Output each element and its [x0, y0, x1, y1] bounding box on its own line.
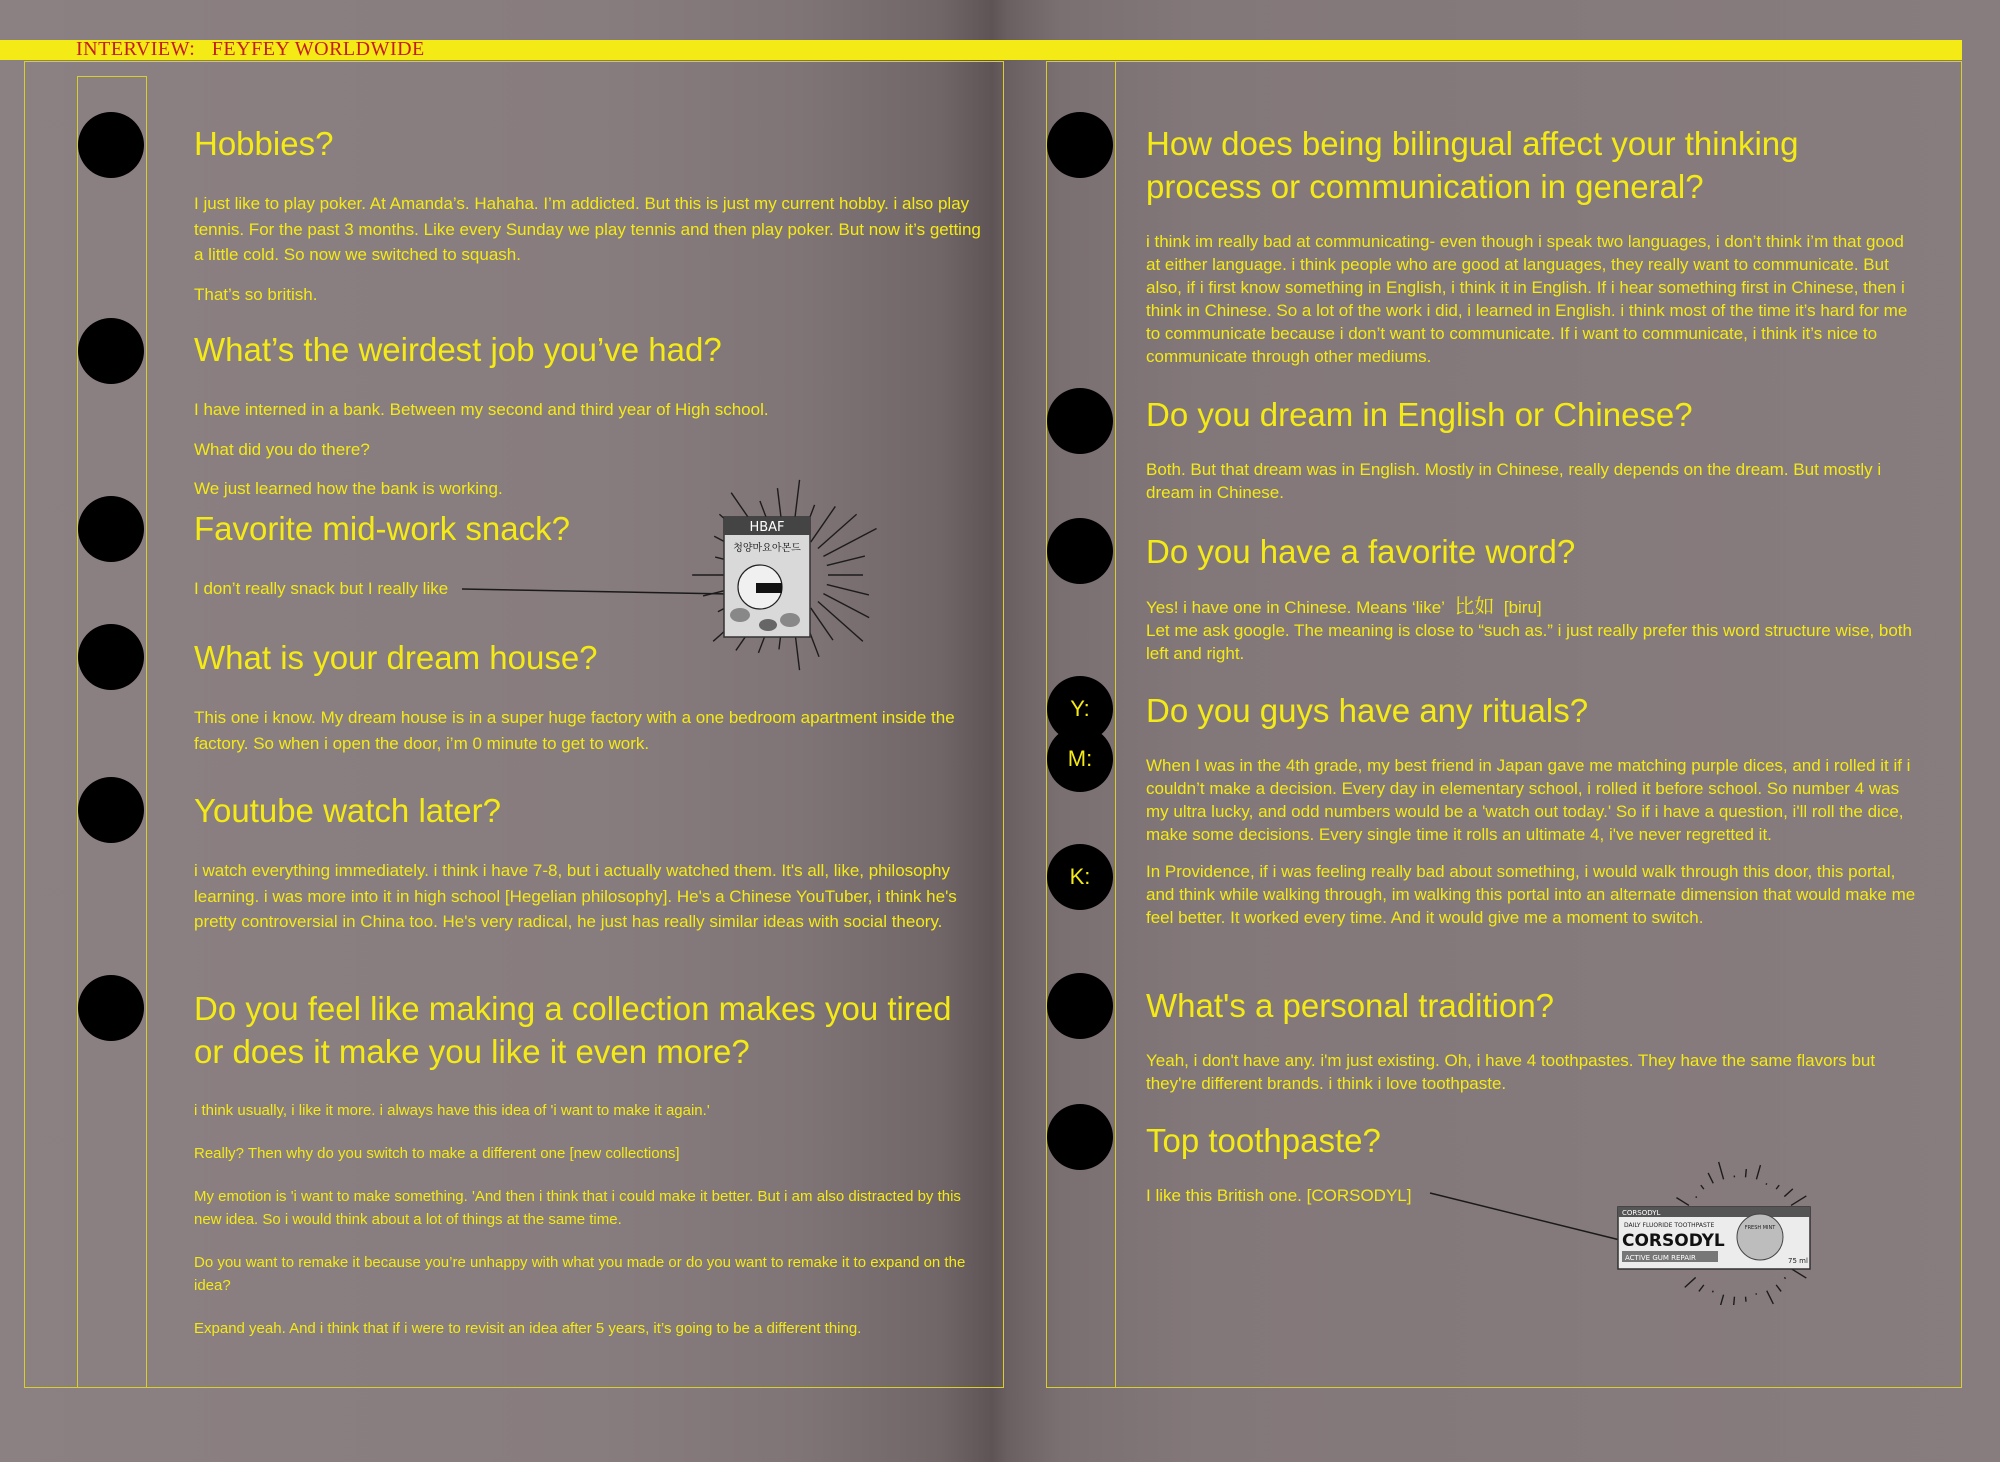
qa-youtube [194, 789, 984, 935]
answer: i think im really bad at communicating- even though i speak two languages, i don’t think i’m that good at either language. i think people who are good at languages, they really want to communicate. But also, if i first know something in English, i think it in English. If i hear something first in Chinese, then i think in Chinese. So a lot of the work i did, i learned in English. i think most of the time it’s hard for me to communicate because i don’t want to communicate. If i want to communicate, i think it’s nice to communicate through other mediums. [1146, 232, 1908, 366]
answer: Both. But that dream was in English. Mostly in Chinese, really depends on the dream. But mostly i dream in Chinese. [1146, 460, 1882, 502]
starburst-ray [1685, 1277, 1696, 1287]
starburst-ray [1696, 1197, 1697, 1198]
toothpaste-illustration [1420, 1145, 1900, 1305]
qa-favorite-word [1146, 530, 1921, 665]
starburst-ray [818, 514, 857, 548]
question: Top toothpaste? [1146, 1122, 1381, 1159]
toothpaste-brand: CORSODYL [1622, 1231, 1725, 1251]
answer: In Providence, if i was feeling really bad about something, i would walk through this door, this portal, and think while walking through, im walking this portal into an alternate dimension that would make me feel better. It worked every time. And it would give me a moment to switch. [1146, 862, 1916, 927]
speaker-label-k: K: [1047, 844, 1113, 910]
answer: Do you want to remake it because you’re unhappy with what you made or do you want to remake it to expand on the idea? [194, 1254, 966, 1294]
question: Hobbies? [194, 125, 334, 162]
answer: What did you do there? [194, 439, 370, 459]
starburst-ray [1699, 1285, 1704, 1292]
bullet-dot [1047, 973, 1113, 1039]
bullet-dot [78, 318, 144, 384]
qa-rituals [1146, 689, 1921, 929]
starburst-ray [1712, 1291, 1713, 1293]
starburst-ray [818, 602, 863, 642]
question: Favorite mid-work snack? [194, 510, 570, 547]
starburst-ray [1719, 1295, 1724, 1305]
starburst-ray [1791, 1269, 1806, 1278]
toothpaste-brand-top: CORSODYL [1622, 1209, 1661, 1217]
answer: My emotion is 'i want to make something. 'And then i think that i could make it better. But i am also distracted by this new idea. So i would think about a lot of things at the same time. [194, 1188, 961, 1228]
bullet-dot [1047, 1104, 1113, 1170]
bullet-dot [78, 777, 144, 843]
answer: When I was in the 4th grade, my best friend in Japan gave me matching purple dices, and i rolled it if i couldn’t make a decision. Every day in elementary school, i rolled it before school. So number 4 was my ultra lucky, and odd numbers would be a 'watch out today.' So if i have a question, i'll roll the dice, make some decisions. Every single time it rolls an ultimate 4, i've never regretted it. [1146, 756, 1911, 844]
question: What’s the weirdest job you’ve had? [194, 331, 722, 368]
starburst-ray [1701, 1185, 1704, 1189]
starburst-ray [1719, 1162, 1724, 1179]
answer: I like this British one. [CORSODYL] [1146, 1186, 1412, 1205]
question: Do you guys have any rituals? [1146, 692, 1589, 729]
chinese-word: 比如 [1454, 594, 1495, 618]
interview-header: INTERVIEW: FEYFEY WORLDWIDE [76, 38, 425, 60]
answer: i watch everything immediately. i think i have 7-8, but i actually watched them. It's all, like, philosophy learning. i was more into it in high school [Hegelian philosophy]. He's a Chinese YouTuber, i think he's pretty controversial in China too. He's very radical, he just has really similar ideas with social theory. [194, 861, 957, 931]
answer: This one i know. My dream house is in a super huge factory with a one bedroom apartment inside the factory. So when i open the door, i’m 0 minute to get to work. [194, 708, 955, 753]
question: Do you have a favorite word? [1146, 533, 1576, 570]
question: What is your dream house? [194, 639, 598, 676]
question: How does being bilingual affect your thinking process or communication in general? [1146, 125, 1799, 205]
starburst-ray [827, 556, 865, 565]
bullet-dot [78, 112, 144, 178]
bullet-dot [1047, 112, 1113, 178]
answer: Expand yeah. And i think that if i were to revisit an idea after 5 years, it’s going to be a different thing. [194, 1320, 862, 1337]
speaker-label-y: Y: [1047, 676, 1113, 742]
answer [1146, 595, 1921, 619]
starburst-ray [1767, 1291, 1774, 1304]
starburst-ray [823, 594, 869, 618]
speaker-label-m: M: [1047, 726, 1113, 792]
bullet-dot [1047, 518, 1113, 584]
starburst-ray [1676, 1198, 1689, 1206]
starburst-ray [1746, 1169, 1747, 1177]
almond-snack-illustration [440, 475, 910, 675]
starburst-ray [1791, 1196, 1806, 1205]
question: Do you dream in English or Chinese? [1146, 396, 1693, 433]
question: Do you feel like making a collection makes you tired or does it make you like it even more? [194, 990, 952, 1070]
qa-bilingual [1146, 122, 1921, 368]
answer: I have interned in a bank. Between my second and third year of High school. [194, 400, 769, 419]
answer: That’s so british. [194, 284, 318, 304]
qa-collection [194, 987, 984, 1340]
starburst-ray [1784, 1277, 1785, 1278]
question: Youtube watch later? [194, 792, 502, 829]
snack-flavor: 청양마요아몬드 [733, 543, 801, 554]
answer: I just like to play poker. At Amanda’s. Hahaha. I’m addicted. But this is just my current hobby. i also play tennis. For the past 3 months. Like every Sunday we play tennis and then play poker. But now it’s getting a little cold. So now we switched to squash. [194, 194, 981, 264]
answer: Let me ask google. The meaning is close to “such as.” i just really prefer this word structure wise, both left and right. [1146, 621, 1912, 663]
qa-personal-tradition [1146, 984, 1921, 1095]
snack-brand: HBAF [749, 520, 785, 535]
left-dot-column [77, 76, 147, 1388]
answer: Really? Then why do you switch to make a different one [new collections] [194, 1145, 680, 1162]
starburst-ray [1784, 1189, 1792, 1197]
qa-dream-language [1146, 393, 1921, 504]
pinyin: [biru] [1503, 598, 1542, 617]
bullet-dot [78, 975, 144, 1041]
answer: I don’t really snack but I really like [194, 579, 449, 598]
answer: i think usually, i like it more. i always have this idea of 'i want to make it again.' [194, 1102, 710, 1119]
toothpaste-top-text: DAILY FLUORIDE TOOTHPASTE [1624, 1222, 1715, 1229]
starburst-ray [1708, 1173, 1713, 1183]
bullet-dot [1047, 388, 1113, 454]
answer-text: Yes! i have one in Chinese. Means ‘like’ [1146, 598, 1445, 617]
starburst-ray [1776, 1285, 1781, 1292]
starburst-ray [827, 585, 869, 595]
starburst-ray [1776, 1185, 1779, 1189]
toothpaste-flavor: FRESH MINT [1744, 1225, 1776, 1231]
qa-hobbies [194, 122, 984, 307]
starburst-ray [823, 529, 876, 557]
answer: Yeah, i don't have any. i'm just existing. Oh, i have 4 toothpastes. They have the same flavors but they're different brands. i think i love toothpaste. [1146, 1051, 1876, 1093]
answer: We just learned how the bank is working. [194, 479, 503, 498]
starburst-ray [1756, 1165, 1760, 1179]
question: What's a personal tradition? [1146, 987, 1555, 1024]
toothpaste-sub: ACTIVE GUM REPAIR [1625, 1254, 1696, 1262]
toothpaste-volume: 75 ml [1788, 1257, 1808, 1265]
bullet-dot [78, 624, 144, 690]
starburst-ray [1733, 1297, 1734, 1305]
starburst-ray [1766, 1183, 1767, 1184]
bullet-dot [78, 496, 144, 562]
